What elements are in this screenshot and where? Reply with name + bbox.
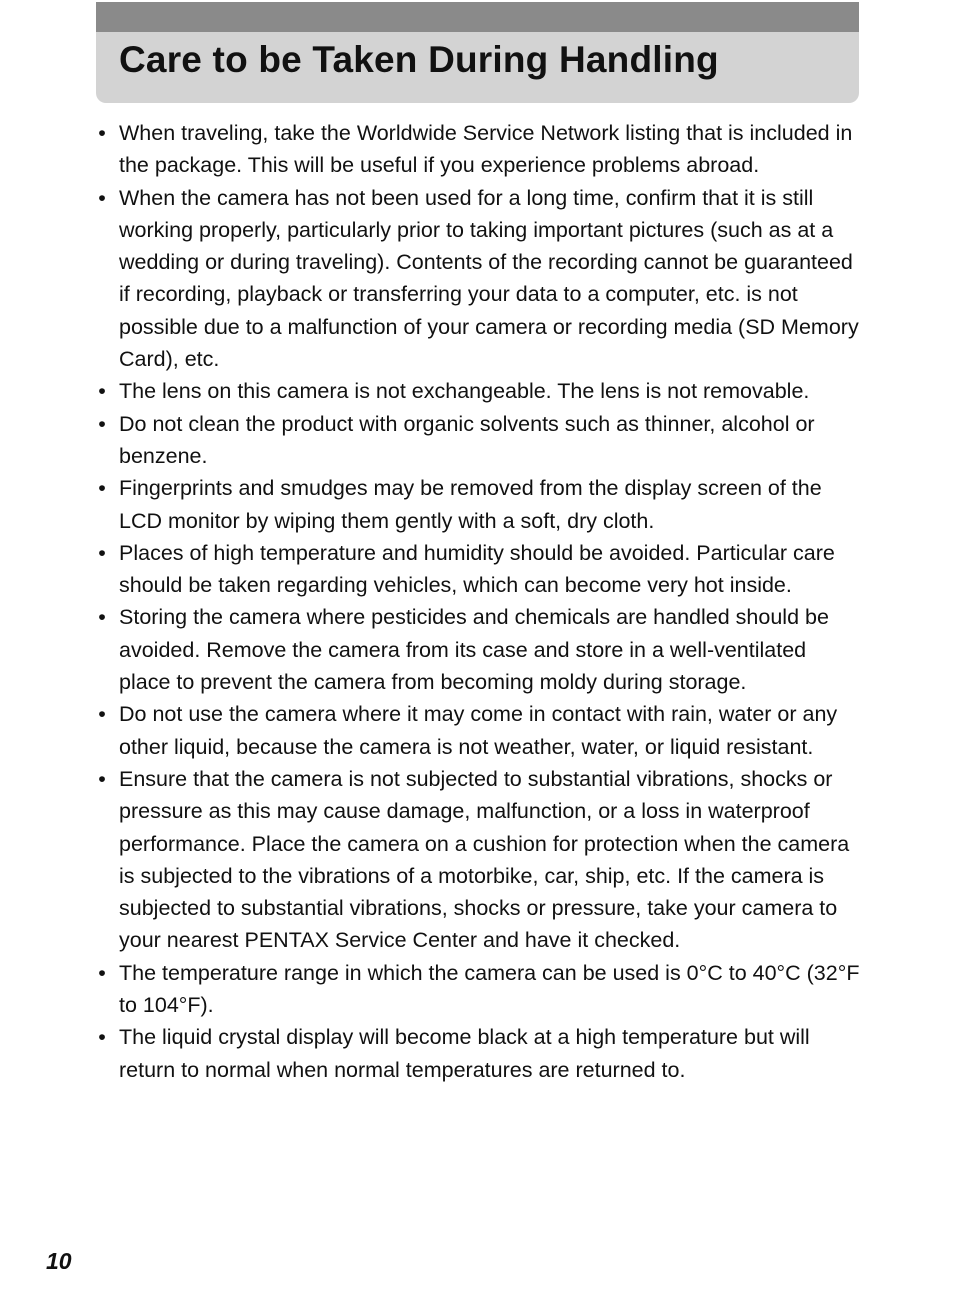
list-item-text: Fingerprints and smudges may be removed from the display screen of the LCD monitor by wiping them gently with a soft, dry cloth.: [119, 476, 822, 533]
handling-precautions-list: [96, 117, 860, 1086]
bullet-icon: •: [98, 766, 106, 791]
list-item-text: Do not clean the product with organic solvents such as thinner, alcohol or benzene.: [119, 411, 815, 468]
bullet-icon: •: [98, 540, 106, 565]
list-item: [96, 763, 860, 957]
list-item: [96, 472, 860, 537]
list-item: [96, 698, 860, 763]
page-title: Care to be Taken During Handling: [119, 39, 719, 80]
list-item-text: Ensure that the camera is not subjected to substantial vibrations, shocks or pressure as this may cause damage, malfunction, or a loss in waterproof performance. Place the camera on a cushion for protection when the camera is subjected to the vibrations of a motorbike, car, ship, etc. If the camera is subjected to substantial vibrations, shocks or pressure, take your camera to your nearest PENTAX Service Center and have it checked.: [119, 766, 850, 953]
bullet-icon: •: [98, 605, 106, 630]
bullet-icon: •: [98, 1025, 106, 1050]
bullet-icon: •: [98, 702, 106, 727]
bullet-icon: •: [98, 185, 106, 210]
page-number: 10: [46, 1248, 72, 1274]
list-item: [96, 957, 860, 1022]
list-item: [96, 537, 860, 602]
bullet-icon: •: [98, 379, 106, 404]
list-item-text: Do not use the camera where it may come in contact with rain, water or any other liquid, because the camera is not weather, water, or liquid resistant.: [119, 702, 838, 759]
list-item: [96, 1021, 860, 1086]
bullet-icon: •: [98, 411, 106, 436]
list-item-text: When traveling, take the Worldwide Service Network listing that is included in the package. This will be useful if you experience problems abroad.: [119, 121, 853, 178]
list-item-text: Places of high temperature and humidity should be avoided. Particular care should be taken regarding vehicles, which can become very hot inside.: [119, 540, 835, 598]
bullet-icon: •: [98, 476, 106, 501]
list-item: [96, 601, 860, 698]
list-item-text: Storing the camera where pesticides and chemicals are handled should be avoided. Remove the camera from its case and store in a well-ventilated place to prevent the camera from becoming moldy during storage.: [119, 605, 829, 695]
header-top-strip: [96, 2, 859, 32]
list-item: [96, 375, 860, 407]
section-header-band: [96, 2, 859, 103]
bullet-icon: •: [98, 960, 106, 985]
list-item: [96, 117, 860, 182]
list-item: [96, 182, 860, 376]
list-item-text: When the camera has not been used for a long time, confirm that it is still working properly, particularly prior to taking important pictures (such as at a wedding or during traveling). Contents of the recording cannot be guaranteed if recording, playback or transferring your data to a computer, etc. is not possible due to a malfunction of your camera or recording media (SD Memory Card), etc.: [119, 185, 859, 372]
bullet-icon: •: [98, 121, 106, 145]
list-item-text: The temperature range in which the camera can be used is 0°C to 40°C (32°F to 104°F).: [119, 960, 860, 1018]
list-item: [96, 408, 860, 473]
list-item-text: The liquid crystal display will become black at a high temperature but will return to normal when normal temperatures are returned to.: [119, 1025, 810, 1082]
list-item-text: The lens on this camera is not exchangeable. The lens is not removable.: [119, 379, 810, 404]
